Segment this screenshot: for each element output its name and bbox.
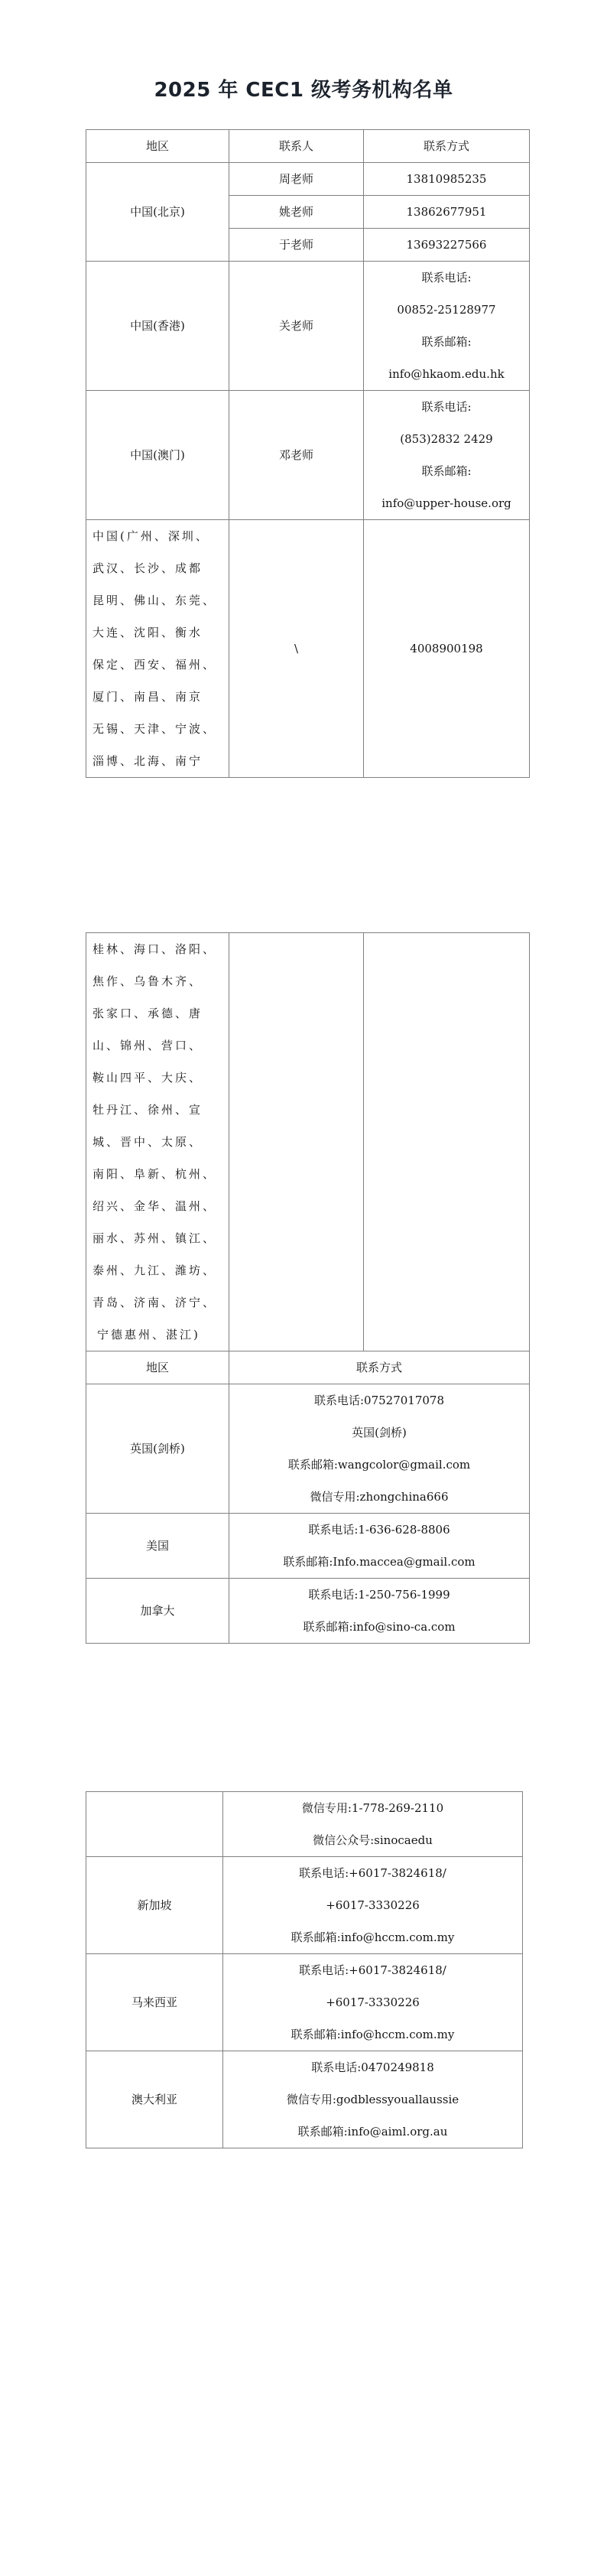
region-canada: 加拿大 [86,1579,229,1644]
table-row [86,1579,530,1644]
city-line: 宁德惠州、湛江) [97,1328,200,1342]
contact-name: 周老师 [229,163,364,196]
city-line: 昆明、佛山、东莞、 [93,594,217,607]
email-line[interactable]: 联系邮箱:wangcolor@gmail.com [287,1458,471,1472]
table-row [86,520,530,778]
header-contact-method: 联系方式 [364,130,530,163]
city-line: 大连、沈阳、衡水 [93,626,203,639]
email-line[interactable]: 联系邮箱:info@sino-ca.com [303,1620,456,1634]
email-line[interactable]: 联系邮箱:info@aiml.org.au [297,2125,448,2139]
region-singapore: 新加坡 [86,1857,223,1954]
region-macau: 中国(澳门) [86,391,229,520]
table-row [86,262,530,391]
phone-line[interactable]: 联系电话:1-250-756-1999 [308,1588,450,1602]
city-line: 牡丹江、徐州、宣 [93,1103,203,1117]
contact-details-canada [229,1579,530,1644]
email-label: 联系邮箱: [421,335,472,349]
city-line: 厦门、南昌、南京 [93,690,203,704]
phone-value[interactable]: (853)2832 2429 [400,432,493,446]
email-value[interactable]: info@hkaom.edu.hk [388,367,505,381]
region-malaysia: 马来西亚 [86,1954,223,2051]
exam-agency-table-page2 [86,932,530,1644]
email-value[interactable]: info@upper-house.org [381,496,511,510]
email-line[interactable]: 联系邮箱:info@hccm.com.my [291,2028,455,2041]
table-row [86,1514,530,1579]
table-row [86,933,530,1351]
region-mainland-cities [86,520,229,778]
region-beijing: 中国(北京) [86,163,229,262]
table-header-row [86,130,530,163]
city-line: 无锡、天津、宁波、 [93,722,217,736]
wechat-official-line[interactable]: 微信公众号:sinocaedu [313,1833,433,1847]
city-line: 张家口、承德、唐 [93,1007,203,1020]
email-line[interactable]: 联系邮箱:Info.maccea@gmail.com [283,1555,476,1569]
contact-name: 姚老师 [229,196,364,229]
city-line: 城、晋中、太原、 [93,1135,203,1149]
city-line: 焦作、乌鲁木齐、 [93,974,203,988]
table-row [86,1954,523,2051]
exam-agency-table-page3 [86,1791,523,2148]
header-contact-method: 联系方式 [229,1351,530,1384]
exam-agency-table-page1 [86,129,530,778]
region-australia: 澳大利亚 [86,2051,223,2148]
region-hongkong: 中国(香港) [86,262,229,391]
table-row [86,2051,523,2148]
phone-line-2[interactable]: +6017-3330226 [326,1995,420,2009]
contact-phone[interactable]: 13810985235 [364,163,530,196]
contact-name: \ [229,520,364,778]
email-label: 联系邮箱: [421,464,472,478]
city-line: 青岛、济南、济宁、 [93,1296,217,1309]
table-row [86,1857,523,1954]
city-line: 绍兴、金华、温州、 [93,1199,217,1213]
contact-details-uk [229,1384,530,1514]
city-line: 淄博、北海、南宁 [93,754,203,768]
table-header-row [86,1351,530,1384]
phone-label: 联系电话: [421,271,472,285]
empty-cell [364,933,530,1351]
contact-phone[interactable]: 4008900198 [364,520,530,778]
contact-name: 关老师 [229,262,364,391]
contact-details-hongkong [364,262,530,391]
empty-cell [229,933,364,1351]
header-region: 地区 [86,130,229,163]
city-line: 鞍山四平、大庆、 [93,1071,203,1085]
contact-details-macau [364,391,530,520]
contact-details-usa [229,1514,530,1579]
region-uk: 英国(剑桥) [86,1384,229,1514]
contact-phone[interactable]: 13862677951 [364,196,530,229]
city-line: 泰州、九江、潍坊、 [93,1264,217,1277]
phone-line[interactable]: 联系电话:+6017-3824618/ [299,1963,446,1977]
contact-details-malaysia [223,1954,523,2051]
phone-line[interactable]: 联系电话:07527017078 [313,1394,445,1407]
city-line: 保定、西安、福州、 [93,658,217,672]
wechat-line[interactable]: 微信专用:1-778-269-2110 [301,1801,444,1815]
phone-label: 联系电话: [421,400,472,414]
contact-details-australia [223,2051,523,2148]
city-line: 山、锦州、营口、 [93,1039,203,1052]
page-title: 2025 年 CEC1 级考务机构名单 [154,79,453,102]
phone-line[interactable]: 联系电话:1-636-628-8806 [308,1523,450,1537]
table-row [86,391,530,520]
table-row [86,163,530,196]
contact-name: 邓老师 [229,391,364,520]
phone-line[interactable]: 联系电话:+6017-3824618/ [299,1866,446,1880]
location-line: 英国(剑桥) [352,1426,407,1439]
city-line: 桂林、海口、洛阳、 [93,942,217,956]
wechat-line[interactable]: 微信专用:zhongchina666 [310,1490,449,1504]
city-line: 南阳、阜新、杭州、 [93,1167,217,1181]
contact-details-canada-continued [223,1792,523,1857]
header-region: 地区 [86,1351,229,1384]
contact-name: 于老师 [229,229,364,262]
region-canada-continued [86,1792,223,1857]
city-line: 武汉、长沙、成都 [93,561,203,575]
phone-line[interactable]: 联系电话:0470249818 [311,2060,434,2074]
table-row [86,1384,530,1514]
phone-line-2[interactable]: +6017-3330226 [326,1898,420,1912]
city-line: 中国(广州、深圳、 [93,529,209,543]
region-mainland-cities-continued [86,933,229,1351]
phone-value[interactable]: 00852-25128977 [397,303,496,317]
contact-phone[interactable]: 13693227566 [364,229,530,262]
header-contact-person: 联系人 [229,130,364,163]
email-line[interactable]: 联系邮箱:info@hccm.com.my [291,1930,455,1944]
contact-details-singapore [223,1857,523,1954]
table-row [86,1792,523,1857]
city-line: 丽水、苏州、镇江、 [93,1231,217,1245]
wechat-line[interactable]: 微信专用:godblessyouallaussie [286,2093,459,2106]
region-usa: 美国 [86,1514,229,1579]
